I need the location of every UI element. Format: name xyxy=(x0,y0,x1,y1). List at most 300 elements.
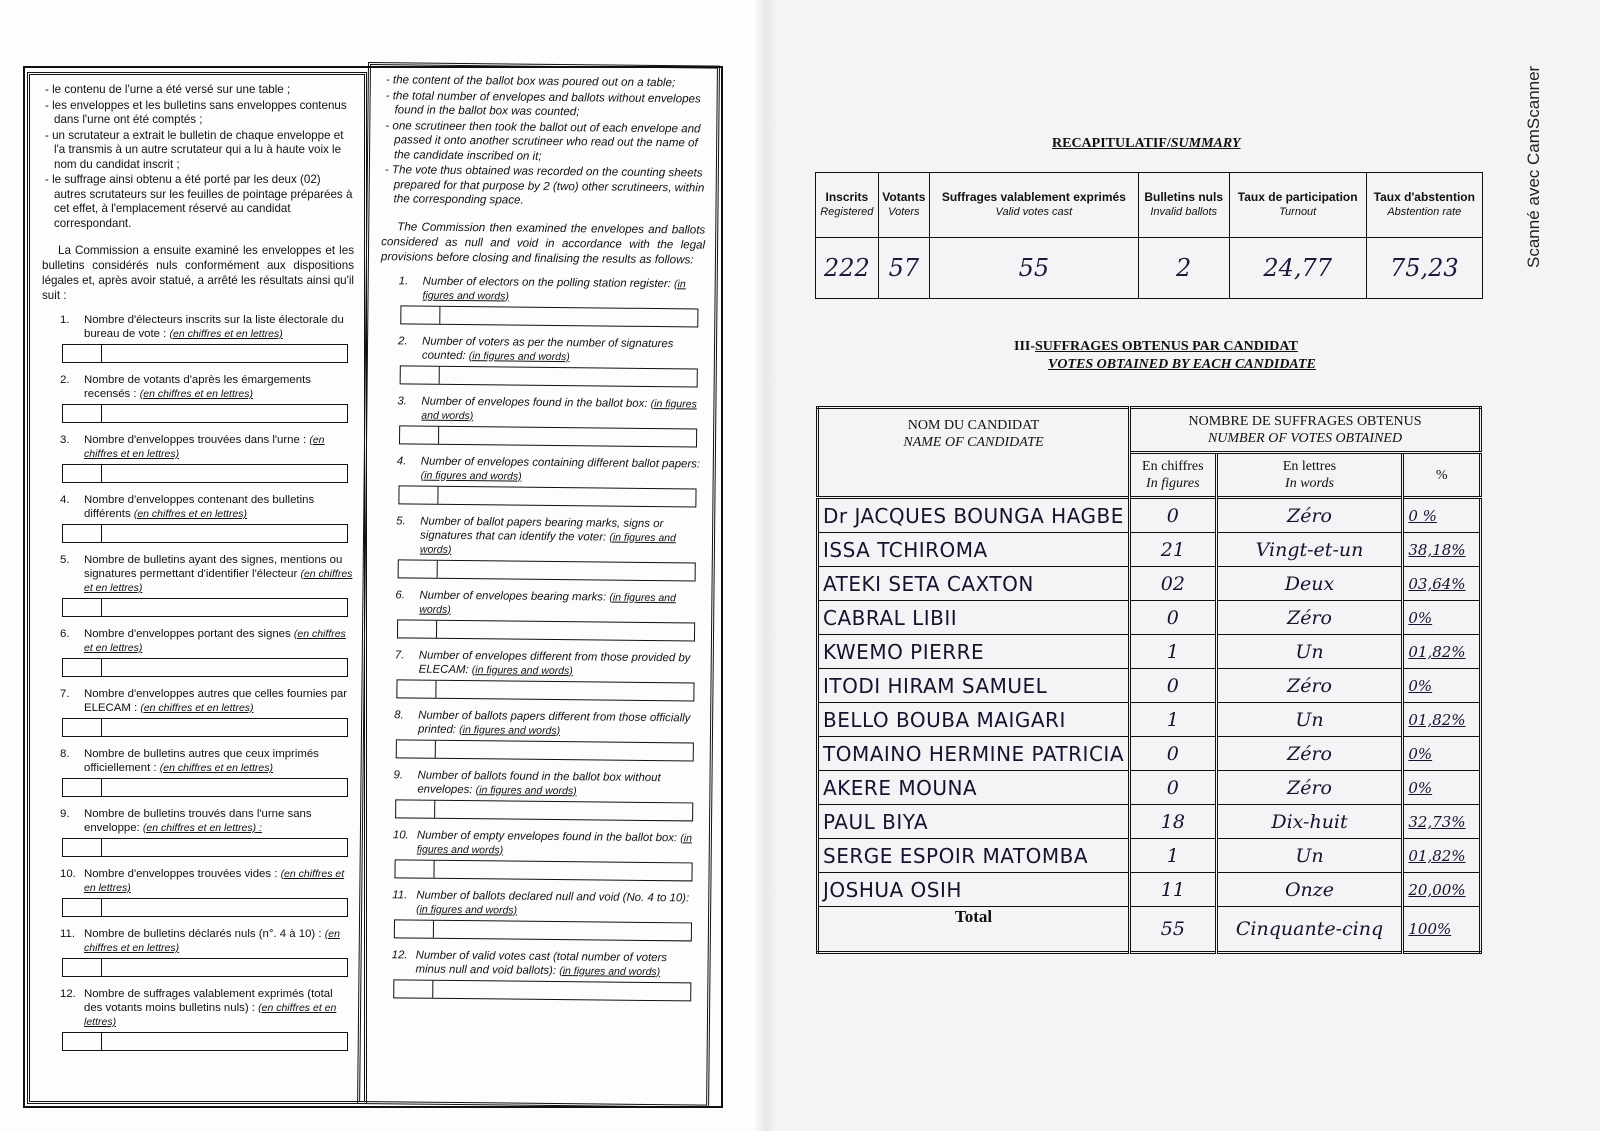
candidate-words: Zéro xyxy=(1216,771,1403,805)
answer-box[interactable] xyxy=(62,404,348,423)
summary-header-en: Registered xyxy=(820,206,874,218)
question-item xyxy=(42,807,354,857)
question-number: 2. xyxy=(398,334,408,347)
question-body xyxy=(84,433,354,461)
answer-figures-field[interactable] xyxy=(63,659,102,676)
summary-header-fr: Votants xyxy=(882,190,926,204)
candidate-row xyxy=(818,805,1481,839)
question-number: 9. xyxy=(393,768,404,781)
votes-table xyxy=(816,406,1482,954)
answer-box[interactable] xyxy=(394,859,692,881)
candidate-row xyxy=(818,737,1481,771)
answer-figures-field[interactable] xyxy=(394,980,433,997)
question-text xyxy=(42,867,354,895)
summary-header-fr: Bulletins nuls xyxy=(1144,190,1224,204)
question-label: Nombre d'enveloppes portant des signes xyxy=(84,628,291,640)
candidate-figures: 0 xyxy=(1130,669,1217,703)
answer-box[interactable] xyxy=(62,958,348,977)
total-label: Total xyxy=(818,907,1130,953)
candidate-name: TOMAINO HERMINE PATRICIA xyxy=(818,737,1130,771)
candidate-name: ITODI HIRAM SAMUEL xyxy=(818,669,1130,703)
summary-header-cell xyxy=(930,173,1139,238)
question-hint: (in figures and words) xyxy=(559,964,661,978)
header-name-fr: NOM DU CANDIDAT xyxy=(907,418,1040,433)
question-number: 7. xyxy=(394,648,405,661)
question-item xyxy=(42,493,354,543)
question-text xyxy=(42,687,354,715)
answer-box[interactable] xyxy=(62,598,348,617)
question-body xyxy=(417,768,699,799)
answer-figures-field[interactable] xyxy=(63,959,102,976)
question-number: 7. xyxy=(60,688,70,700)
candidate-words: Zéro xyxy=(1216,498,1403,533)
header-words xyxy=(1216,453,1403,498)
question-text xyxy=(379,454,703,485)
question-body xyxy=(84,927,354,955)
summary-title-en: SUMMARY xyxy=(1170,136,1241,151)
question-hint: (en chiffres et en lettres) xyxy=(84,628,346,654)
question-item xyxy=(42,987,354,1051)
question-item xyxy=(42,867,354,917)
question-item xyxy=(376,708,701,761)
answer-words-field[interactable] xyxy=(435,800,692,820)
question-body xyxy=(421,454,703,485)
answer-words-field[interactable] xyxy=(102,599,347,616)
question-number: 12. xyxy=(391,948,408,961)
question-item xyxy=(42,747,354,797)
question-text xyxy=(380,274,704,305)
answer-figures-field[interactable] xyxy=(396,800,435,817)
summary-title-fr: RECAPITULATIF/ xyxy=(1052,136,1171,151)
question-number: 4. xyxy=(60,494,70,506)
candidate-name: KWEMO PIERRE xyxy=(818,635,1130,669)
question-hint: (in figures and words) xyxy=(421,397,697,422)
question-text xyxy=(380,334,704,365)
candidate-name: SERGE ESPOIR MATOMBA xyxy=(818,839,1130,873)
candidate-words: Dix-huit xyxy=(1216,805,1403,839)
votes-title-en: VOTES OBTAINED BY EACH CANDIDATE xyxy=(1048,357,1316,372)
question-item xyxy=(373,948,698,1001)
answer-box[interactable] xyxy=(62,1032,348,1051)
answer-words-field[interactable] xyxy=(436,680,693,700)
question-body xyxy=(420,514,702,559)
candidate-row xyxy=(818,635,1481,669)
answer-box[interactable] xyxy=(62,524,348,543)
answer-box[interactable] xyxy=(399,425,697,447)
answer-figures-field[interactable] xyxy=(63,899,102,916)
question-body xyxy=(419,648,701,679)
bullet-item: - le contenu de l'urne a été versé sur une table ; xyxy=(42,83,354,98)
question-item xyxy=(42,627,354,677)
answer-words-field[interactable] xyxy=(434,860,691,880)
commission-paragraph-en: The Commission then examined the envelopes and ballots considered as null and void in accordance with the legal provisions before closing and finalising the results as follows: xyxy=(380,219,706,266)
summary-title xyxy=(1052,136,1241,152)
candidate-figures: 1 xyxy=(1130,839,1217,873)
answer-figures-field[interactable] xyxy=(395,860,434,877)
answer-figures-field[interactable] xyxy=(63,839,102,856)
question-number: 5. xyxy=(396,514,406,527)
answer-box[interactable] xyxy=(397,619,695,641)
question-body xyxy=(415,948,697,979)
candidate-percent: 03,64% xyxy=(1403,567,1481,601)
question-label: Nombre de votants d'après les émargements recensés : xyxy=(84,374,311,400)
question-body xyxy=(84,867,354,895)
candidate-figures: 21 xyxy=(1130,533,1217,567)
answer-figures-field[interactable] xyxy=(63,525,102,542)
question-number: 9. xyxy=(60,808,70,820)
header-group-en: NUMBER OF VOTES OBTAINED xyxy=(1207,431,1403,446)
question-hint: (in figures and words) xyxy=(416,903,518,917)
section-number: III- xyxy=(1014,339,1036,354)
summary-value-cell: 24,77 xyxy=(1229,238,1366,299)
question-item xyxy=(375,768,700,821)
question-number: 10. xyxy=(60,868,76,880)
header-figures-en: In figures xyxy=(1146,476,1200,491)
question-label: Number of ballot papers bearing marks, signs or signatures that can identify the voter: xyxy=(419,515,664,544)
candidate-figures: 02 xyxy=(1130,567,1217,601)
candidate-name: AKERE MOUNA xyxy=(818,771,1130,805)
answer-figures-field[interactable] xyxy=(400,426,439,443)
answer-words-field[interactable] xyxy=(102,719,347,736)
answer-words-field[interactable] xyxy=(102,899,347,916)
answer-figures-field[interactable] xyxy=(397,680,436,697)
answer-words-field[interactable] xyxy=(102,1033,347,1050)
summary-header-en: Abstention rate xyxy=(1387,206,1462,218)
bullet-item: - one scrutineer then took the ballot out of each envelope and passed it onto another scrutineer who read out the name of the candidate inscribed on it; xyxy=(382,119,706,166)
question-label: Nombre de bulletins trouvés dans l'urne sans enveloppe: xyxy=(84,808,312,834)
answer-words-field[interactable] xyxy=(102,525,347,542)
question-label: Number of envelopes different from those provided by ELECAM: xyxy=(418,649,691,676)
question-label: Number of valid votes cast (total number of voters minus null and void ballots): xyxy=(415,949,668,977)
question-body xyxy=(422,334,704,365)
answer-words-field[interactable] xyxy=(102,345,347,362)
question-hint: (en chiffres et en lettres) xyxy=(84,868,345,894)
bullet-item: - the total number of envelopes and ballots without envelopes found in the ballot box was counted; xyxy=(382,89,706,121)
summary-values-row xyxy=(816,238,1483,299)
answer-box[interactable] xyxy=(398,559,696,581)
answer-box[interactable] xyxy=(400,365,698,387)
camscanner-watermark: Scanné avec CamScanner xyxy=(1524,65,1543,268)
question-text xyxy=(42,807,354,835)
answer-words-field[interactable] xyxy=(436,740,693,760)
answer-words-field[interactable] xyxy=(102,659,347,676)
answer-box[interactable] xyxy=(62,658,348,677)
header-words-en: In words xyxy=(1285,476,1334,491)
candidate-words: Zéro xyxy=(1216,737,1403,771)
summary-header-row xyxy=(816,173,1483,238)
question-body xyxy=(84,553,354,595)
answer-words-field[interactable] xyxy=(102,465,347,482)
question-text xyxy=(42,433,354,461)
answer-figures-field[interactable] xyxy=(395,920,434,937)
candidate-percent: 01,82% xyxy=(1403,703,1481,737)
question-label: Number of voters as per the number of signatures counted: xyxy=(421,335,674,362)
question-item xyxy=(42,373,354,423)
answer-box[interactable] xyxy=(62,898,348,917)
candidate-figures: 11 xyxy=(1130,873,1217,907)
question-item xyxy=(42,927,354,977)
question-text xyxy=(377,648,701,679)
question-list-fr xyxy=(42,313,354,1051)
candidate-words: Onze xyxy=(1216,873,1403,907)
question-text xyxy=(378,514,702,559)
answer-box[interactable] xyxy=(62,778,348,797)
answer-words-field[interactable] xyxy=(440,366,697,386)
answer-words-field[interactable] xyxy=(102,405,347,422)
summary-header-cell xyxy=(1366,173,1482,238)
candidate-percent: 0% xyxy=(1403,669,1481,703)
question-body xyxy=(419,588,701,619)
question-body xyxy=(84,493,354,521)
total-percent: 100% xyxy=(1403,907,1481,953)
question-body xyxy=(84,687,354,715)
answer-figures-field[interactable] xyxy=(63,779,102,796)
question-hint: (en chiffres et en lettres) xyxy=(84,1002,337,1028)
answer-figures-field[interactable] xyxy=(63,405,102,422)
bullet-item: - le suffrage ainsi obtenu a été porté par les deux (02) autres scrutateurs sur les feuilles de pointage préparées à cet effet, à l'emplacement réservé au candidat correspondant. xyxy=(42,173,354,231)
bullet-item: - the content of the ballot box was poured out on a table; xyxy=(383,73,707,91)
header-name-en: NAME OF CANDIDATE xyxy=(903,435,1044,450)
question-hint: (en chiffres et en lettres) xyxy=(140,702,254,714)
question-number: 1. xyxy=(60,314,70,326)
question-body xyxy=(417,828,699,859)
question-text xyxy=(42,987,354,1029)
question-label: Number of ballots papers different from those officially printed: xyxy=(417,709,691,736)
question-item xyxy=(378,454,703,507)
question-item xyxy=(42,687,354,737)
candidate-percent: 01,82% xyxy=(1403,635,1481,669)
question-item xyxy=(42,313,354,363)
candidate-percent: 38,18% xyxy=(1403,533,1481,567)
question-number: 4. xyxy=(396,454,407,467)
question-item xyxy=(42,553,354,617)
question-hint: (en chiffres et en lettres) xyxy=(133,508,248,520)
question-body xyxy=(84,747,354,775)
question-body xyxy=(418,708,700,739)
candidate-words: Un xyxy=(1216,635,1403,669)
question-item xyxy=(377,588,702,641)
candidate-row xyxy=(818,703,1481,737)
question-hint: (in figures and words) xyxy=(422,277,686,302)
candidate-words: Vingt-et-un xyxy=(1216,533,1403,567)
answer-box[interactable] xyxy=(396,739,694,761)
answer-box[interactable] xyxy=(62,838,348,857)
answer-figures-field[interactable] xyxy=(401,366,440,383)
candidate-row xyxy=(818,669,1481,703)
answer-words-field[interactable] xyxy=(438,560,695,580)
question-text xyxy=(375,768,699,799)
question-hint: (en chiffres et en lettres) xyxy=(169,328,283,340)
question-number: 2. xyxy=(60,374,70,386)
answer-figures-field[interactable] xyxy=(63,1033,102,1050)
question-text xyxy=(42,927,354,955)
question-hint: (in figures and words) xyxy=(416,831,693,856)
question-number: 11. xyxy=(60,928,75,940)
procedure-bullets-en xyxy=(381,73,706,210)
total-words: Cinquante-cinq xyxy=(1216,907,1403,953)
question-body xyxy=(84,807,354,835)
question-item xyxy=(376,648,701,701)
answer-words-field[interactable] xyxy=(102,779,347,796)
answer-words-field[interactable] xyxy=(102,839,347,856)
answer-words-field[interactable] xyxy=(437,620,694,640)
candidate-percent: 20,00% xyxy=(1403,873,1481,907)
question-text xyxy=(42,313,354,341)
answer-figures-field[interactable] xyxy=(401,306,440,323)
question-number: 12. xyxy=(60,988,76,1000)
question-body xyxy=(421,394,703,425)
question-hint: (in figures and words) xyxy=(419,591,676,616)
answer-box[interactable] xyxy=(400,305,698,327)
question-number: 6. xyxy=(395,588,405,601)
candidate-row xyxy=(818,533,1481,567)
candidate-figures: 0 xyxy=(1130,498,1217,533)
question-body xyxy=(84,373,354,401)
question-hint: (en chiffres et en lettres) : xyxy=(142,822,262,834)
answer-words-field[interactable] xyxy=(434,920,691,940)
question-number: 11. xyxy=(392,888,408,901)
summary-table xyxy=(815,172,1483,299)
question-hint: (in figures and words) xyxy=(468,349,570,363)
candidate-row xyxy=(818,601,1481,635)
answer-words-field[interactable] xyxy=(433,980,690,1000)
page-gutter xyxy=(755,0,775,1131)
answer-box[interactable] xyxy=(394,919,692,941)
question-number: 3. xyxy=(60,434,70,446)
candidate-words: Un xyxy=(1216,703,1403,737)
question-body xyxy=(422,274,704,305)
summary-header-cell xyxy=(816,173,879,238)
answer-words-field[interactable] xyxy=(440,306,697,326)
summary-value-cell: 75,23 xyxy=(1366,238,1482,299)
candidate-name: CABRAL LIBII xyxy=(818,601,1130,635)
candidate-row xyxy=(818,873,1481,907)
question-label: Nombre de bulletins autres que ceux imprimés officiellement : xyxy=(84,748,319,774)
answer-figures-field[interactable] xyxy=(63,345,102,362)
question-label: Number of envelopes found in the ballot box: xyxy=(421,395,648,410)
candidate-words: Zéro xyxy=(1216,601,1403,635)
question-hint: (en chiffres et en lettres) xyxy=(84,434,325,460)
question-text xyxy=(42,373,354,401)
question-item xyxy=(42,433,354,483)
question-label: Nombre de bulletins ayant des signes, mentions ou signatures permettant d'identifier l'électeur xyxy=(84,554,343,580)
answer-figures-field[interactable] xyxy=(63,465,102,482)
answer-figures-field[interactable] xyxy=(63,719,102,736)
answer-box[interactable] xyxy=(395,799,693,821)
answer-words-field[interactable] xyxy=(438,486,695,506)
answer-box[interactable] xyxy=(393,979,691,1001)
question-label: Nombre d'enveloppes trouvées dans l'urne : xyxy=(84,434,307,446)
summary-header-cell xyxy=(878,173,929,238)
summary-header-en: Turnout xyxy=(1279,206,1317,218)
answer-figures-field[interactable] xyxy=(398,620,437,637)
question-number: 3. xyxy=(397,394,408,407)
total-row xyxy=(818,907,1481,953)
votes-header-row-1 xyxy=(818,408,1481,453)
question-text xyxy=(375,828,699,859)
candidate-name: BELLO BOUBA MAIGARI xyxy=(818,703,1130,737)
answer-words-field[interactable] xyxy=(439,426,696,446)
summary-header-en: Valid votes cast xyxy=(995,206,1073,218)
header-figures-fr: En chiffres xyxy=(1142,459,1204,474)
candidate-figures: 1 xyxy=(1130,635,1217,669)
candidate-figures: 0 xyxy=(1130,737,1217,771)
question-body xyxy=(416,888,698,919)
answer-box[interactable] xyxy=(398,485,696,507)
question-label: Number of envelopes containing different ballot papers: xyxy=(420,455,701,470)
summary-header-fr: Taux d'abstention xyxy=(1373,190,1475,204)
answer-figures-field[interactable] xyxy=(397,740,436,757)
question-label: Nombre d'enveloppes contenant des bulletins différents xyxy=(84,494,315,520)
procedure-bullets-fr xyxy=(42,83,354,231)
answer-figures-field[interactable] xyxy=(399,486,438,503)
candidate-name: Dr JACQUES BOUNGA HAGBE xyxy=(818,498,1130,533)
question-list-en xyxy=(373,274,705,1001)
question-label: Nombre d'enveloppes autres que celles fournies par ELECAM : xyxy=(84,688,348,714)
answer-words-field[interactable] xyxy=(102,959,347,976)
votes-title-fr: SUFFRAGES OBTENUS PAR CANDIDAT xyxy=(1035,339,1298,354)
question-label: Number of electors on the polling station register: xyxy=(422,275,671,290)
header-group-fr: NOMBRE DE SUFFRAGES OBTENUS xyxy=(1188,414,1422,429)
votes-section-title xyxy=(1014,338,1316,374)
question-number: 1. xyxy=(398,274,409,287)
candidate-percent: 01,82% xyxy=(1403,839,1481,873)
question-text xyxy=(376,708,700,739)
question-hint: (en chiffres et en lettres) xyxy=(84,568,353,594)
summary-header-en: Voters xyxy=(888,206,920,218)
candidate-figures: 0 xyxy=(1130,771,1217,805)
header-percent: % xyxy=(1403,453,1481,498)
question-label: Nombre d'enveloppes trouvées vides : xyxy=(84,868,278,880)
header-votes-group xyxy=(1130,408,1481,453)
answer-figures-field[interactable] xyxy=(399,560,438,577)
question-text xyxy=(374,888,698,919)
question-item xyxy=(380,274,705,327)
candidate-name: JOSHUA OSIH xyxy=(818,873,1130,907)
question-text xyxy=(42,493,354,521)
question-hint: (en chiffres et en lettres) xyxy=(159,762,273,774)
question-number: 5. xyxy=(60,554,70,566)
question-number: 8. xyxy=(60,748,70,760)
candidate-figures: 1 xyxy=(1130,703,1217,737)
question-body xyxy=(84,627,354,655)
answer-box[interactable] xyxy=(62,464,348,483)
question-label: Number of ballots found in the ballot box without envelopes: xyxy=(417,769,661,796)
answer-box[interactable] xyxy=(396,679,694,701)
candidate-figures: 18 xyxy=(1130,805,1217,839)
french-column xyxy=(27,72,367,1104)
question-number: 6. xyxy=(60,628,70,640)
summary-header-fr: Suffrages valablement exprimés xyxy=(941,190,1126,204)
question-number: 10. xyxy=(392,828,409,841)
answer-figures-field[interactable] xyxy=(63,599,102,616)
header-figures xyxy=(1130,453,1217,498)
votes-body xyxy=(818,498,1481,907)
question-text xyxy=(373,948,697,979)
summary-header-fr: Taux de participation xyxy=(1237,190,1358,204)
candidate-figures: 0 xyxy=(1130,601,1217,635)
question-label: Number of ballots declared null and void (No. 4 to 10): xyxy=(416,889,690,904)
answer-box[interactable] xyxy=(62,718,348,737)
question-text xyxy=(42,627,354,655)
candidate-row xyxy=(818,771,1481,805)
question-label: Nombre d'électeurs inscrits sur la liste électorale du bureau de vote : xyxy=(84,314,344,340)
question-item xyxy=(380,334,705,387)
question-item xyxy=(378,514,703,581)
question-label: Nombre de bulletins déclarés nuls (n°. 4 à 10) : xyxy=(84,928,322,940)
answer-box[interactable] xyxy=(62,344,348,363)
question-item xyxy=(379,394,704,447)
